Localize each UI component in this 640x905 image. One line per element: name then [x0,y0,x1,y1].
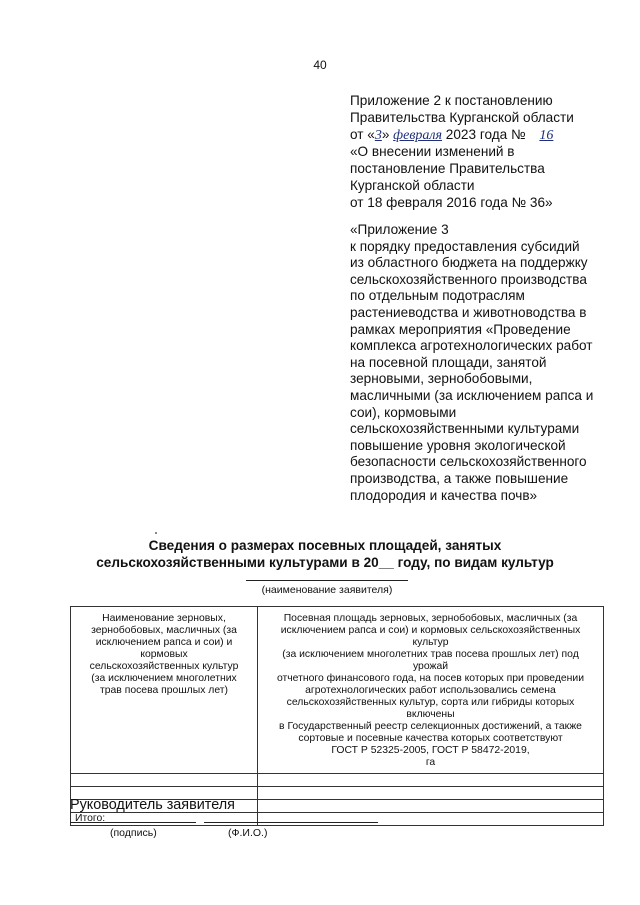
table-cell [258,800,604,813]
appendix-3-line: рамках мероприятия «Проведение [350,321,571,337]
appendix-2-line-4: «О внесении изменений в [350,144,515,160]
signature-line [70,822,196,823]
appendix-3-line: повышение уровня экологической [350,437,566,453]
header-text-line: (за исключением многолетних [91,673,237,684]
appendix-3-line: плодородия и качества почв» [350,487,538,503]
appendix-3-line: зерновыми, зернобобовыми, [350,371,533,387]
appendix-3-line: комплекса агротехнологических работ [350,338,593,354]
header-text-line: зернобобовых, масличных (за [91,625,237,636]
document-title [60,537,590,571]
header-text-line: агротехнологических работ использовались семена [305,685,556,696]
appendix-3-line: сельскохозяйственными культурами [350,421,580,437]
appendix-3-line: по отдельным подотраслям [350,288,525,304]
appendix-3-line: сельскохозяйственного производства [350,271,587,287]
appendix-2-line-2: Правительства Курганской области [350,109,574,125]
sowing-area-table [70,606,604,826]
appendix-3-line: производства, а также повышение [350,470,569,486]
header-text-line: отчетного финансового года, на посев которых при проведении [276,673,585,684]
appendix-3-header [350,222,612,504]
signature-caption: (подпись) [110,827,157,839]
table-row [71,774,604,787]
appendix-2-line-5: постановление Правительства [350,161,545,177]
header-text-line: кормовых [140,649,188,660]
applicant-name-line [246,580,408,581]
header-text-line: исключением рапса и сои) и [95,637,233,648]
fio-line [204,822,378,823]
page-number: 40 [313,58,327,72]
appendix-3-line: на посевной площади, занятой [350,354,547,370]
appendix-3-line: масличными (за исключением рапса и [350,387,594,403]
appendix-3-line: растениеводства и животноводства в [350,304,587,320]
header-text-line: га [425,757,436,768]
header-text-line: трав посева прошлых лет) [99,685,229,696]
appendix-2-line-6: Курганской области [350,177,475,193]
header-sowing-area [258,607,604,774]
fio-caption: (Ф.И.О.) [228,827,268,839]
appendix-3-line: «Приложение 3 [350,222,449,237]
date-prefix: от « [350,126,375,142]
appendix-3-line: из областного бюджета на поддержку [350,255,588,271]
appendix-2-header [350,93,620,212]
table-cell [258,774,604,787]
appendix-3-line: безопасности сельскохозяйственного [350,454,587,470]
date-year: 2023 года № [445,126,526,142]
table-cell [258,787,604,800]
appendix-2-date-line [350,127,620,145]
header-text-line: сортовые и посевные качества которых соответствуют [298,733,563,744]
head-of-applicant-label: Руководитель заявителя [70,797,235,813]
total-label: Итого: [71,813,258,826]
handwritten-month: февраля [393,127,443,143]
header-crop-name [71,607,258,774]
appendix-3-line: сои), кормовыми [350,404,457,420]
title-line-2: сельскохозяйственными культурами в 20__ году, по видам культур [96,555,554,570]
handwritten-doc-number: 16 [539,127,554,143]
header-text-line: исключением рапса и сои) и кормовых сельскохозяйственных культур [280,625,581,648]
title-line-1: Сведения о размерах посевных площадей, занятых [148,538,502,553]
header-text-line: сельскохозяйственных культур [89,661,239,672]
header-text-line: (за исключением многолетних трав посева прошлых лет) под урожай [282,649,579,672]
appendix-2-line-1: Приложение 2 к постановлению [350,93,553,108]
header-text-line: Наименование зерновых, [102,613,226,624]
header-text-line: сельскохозяйственных культур, сорта или гибриды которых включены [286,697,575,720]
table-total-row [71,813,604,826]
handwritten-day: 3 [374,127,382,143]
total-value [258,813,604,826]
appendix-3-line: к порядку предоставления субсидий [350,238,580,254]
header-text-line: в Государственный реестр селекционных достижений, а также [279,721,582,732]
header-text-line: Посевная площадь зерновых, зернобобовых, масличных (за [283,613,578,624]
date-mid: » [381,126,390,142]
appendix-2-line-7: от 18 февраля 2016 года № 36» [350,194,553,210]
header-text-line: ГОСТ Р 52325-2005, ГОСТ Р 58472-2019, [331,745,530,756]
applicant-name-caption: (наименование заявителя) [261,584,393,596]
table-header-row [71,607,604,774]
scan-speck [155,532,157,534]
table-cell [71,774,258,787]
